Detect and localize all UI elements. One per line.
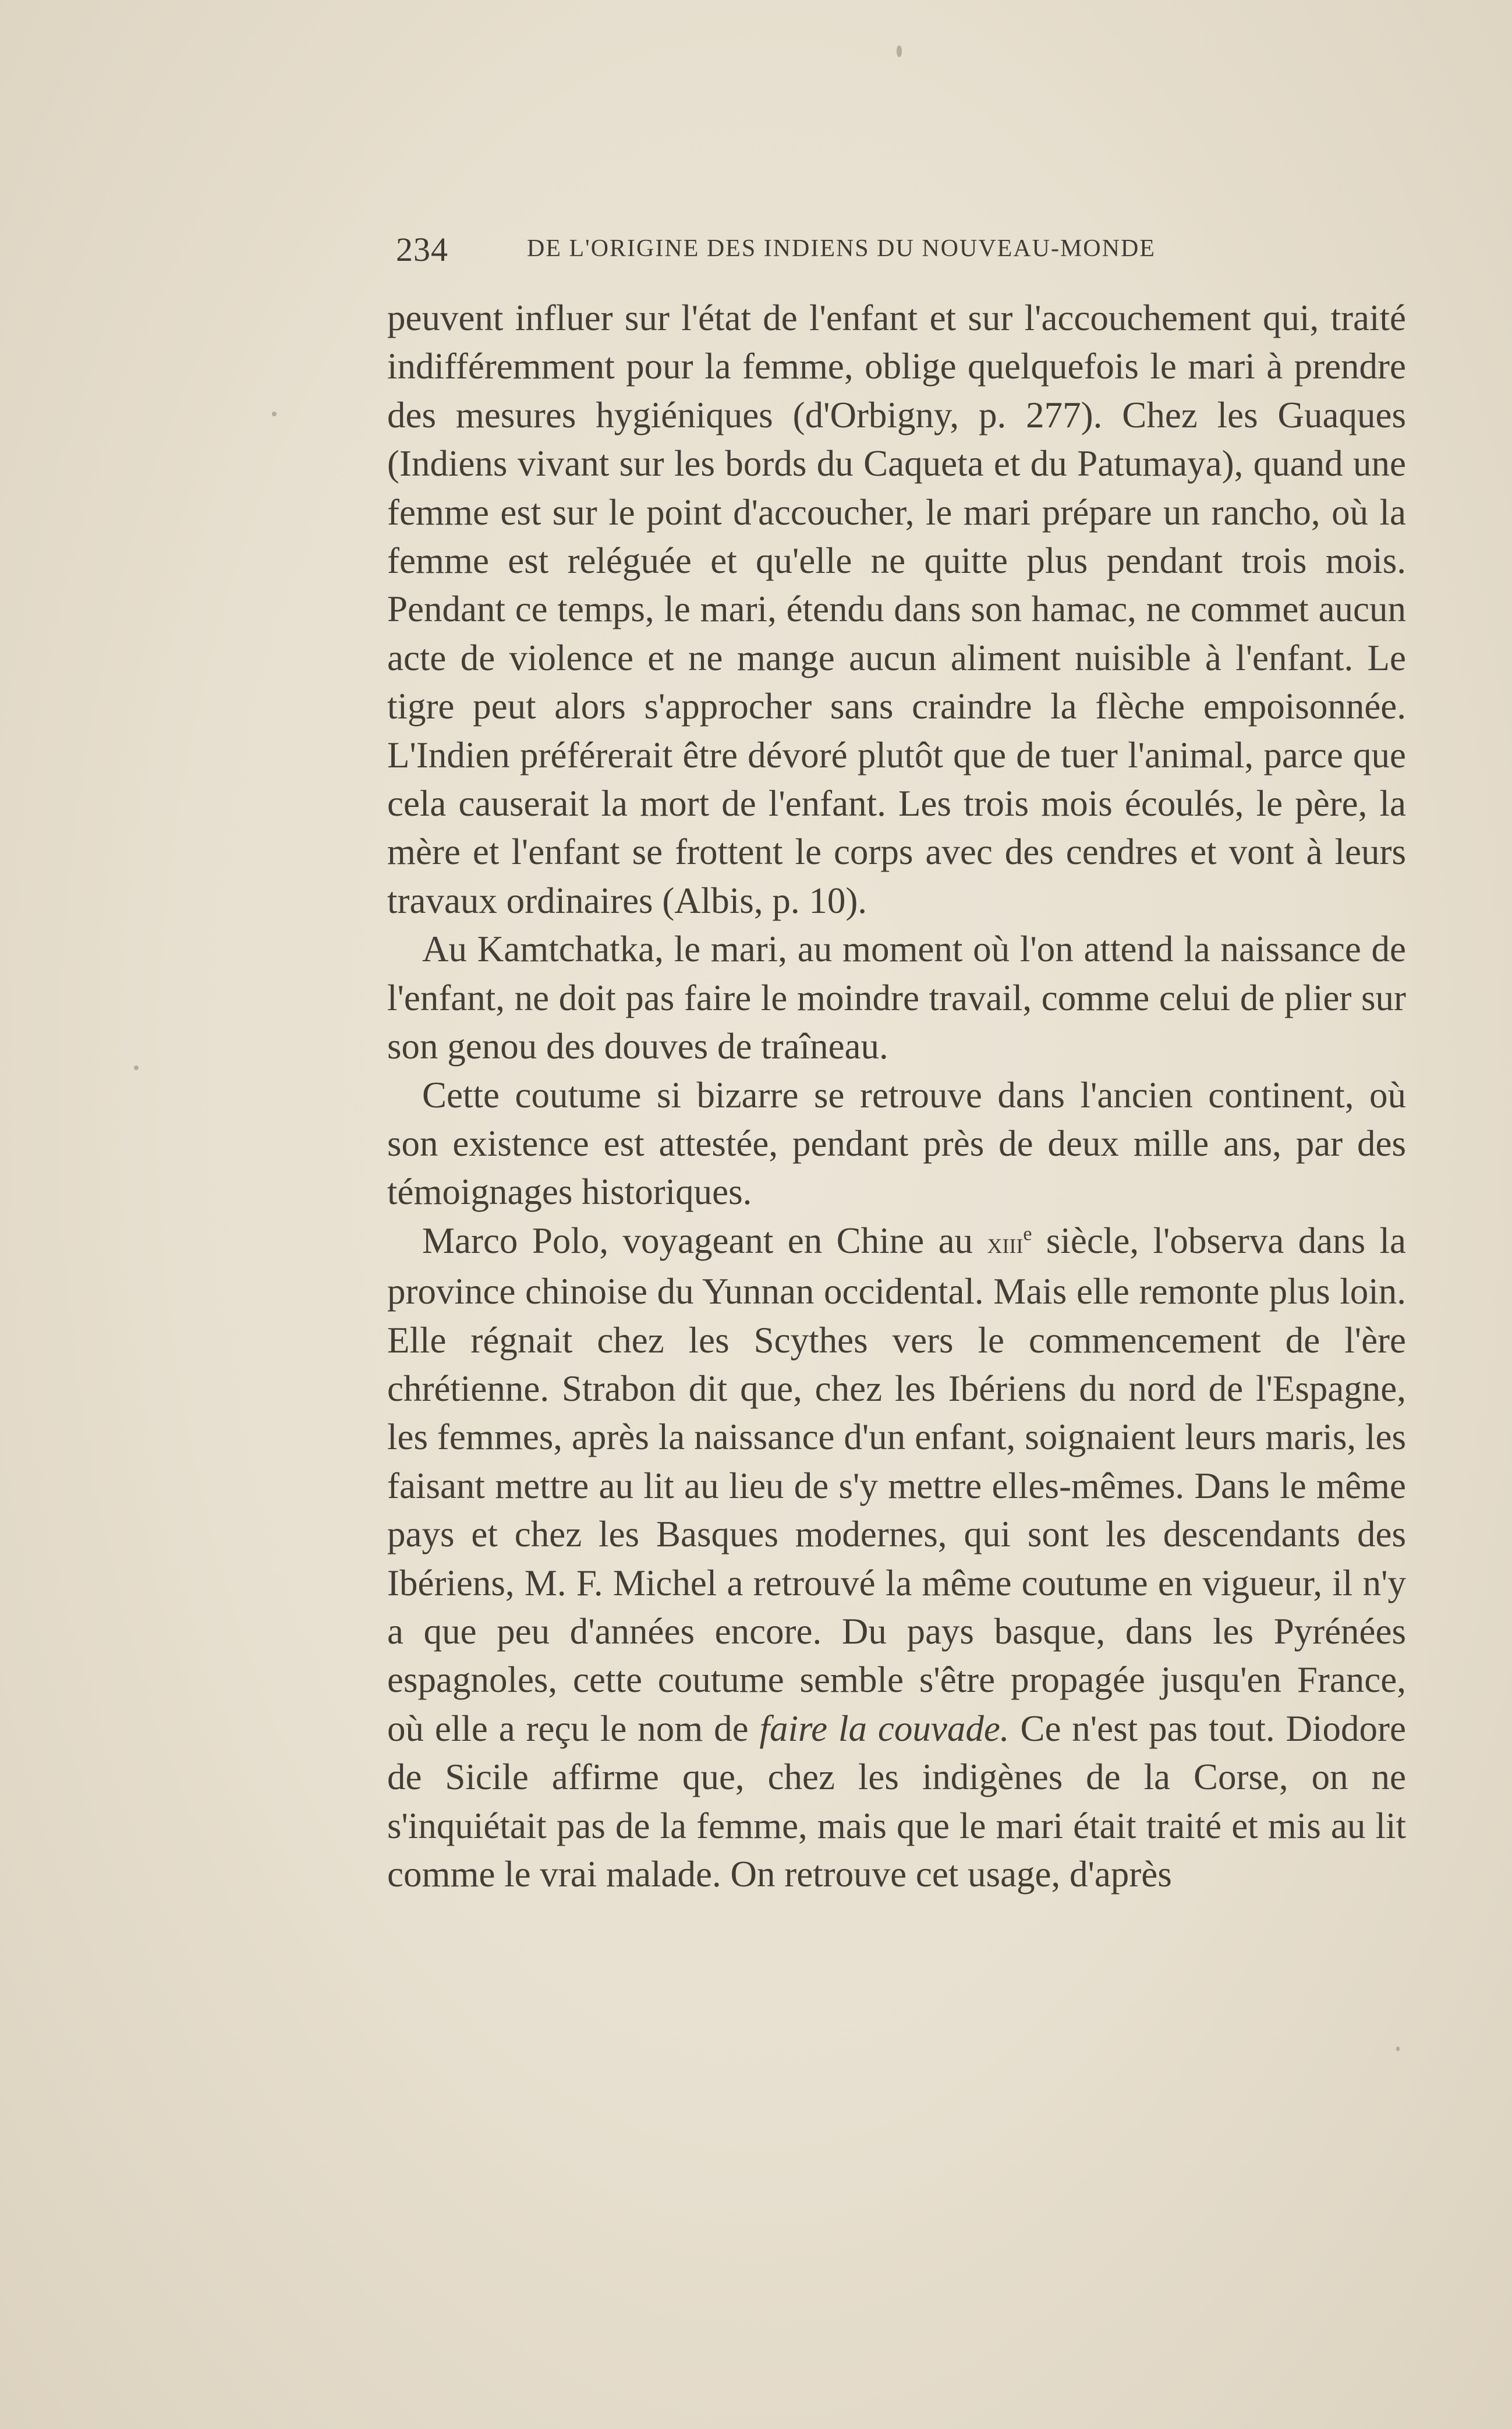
body-text [387,294,1406,1899]
paper-speck [897,45,902,57]
paragraph-4-part-2: siècle, l'observa dans la province chinoise du Yunnan occidental. Mais elle remonte plus loin. Elle régnait chez les Scythes vers le commencement de l'ère chrétienne. Strabon dit que, chez les Ibériens du nord de l'Espagne, les femmes, après la naissance d'un enfant, soignaient leurs maris, les faisant mettre au lit au lieu de s'y mettre elles-mêmes. Dans le même pays et chez les Basques modernes, qui sont les descendants des Ibériens, M. F. Michel a retrouvé la même coutume en vigueur, il n'y a que peu d'années encore. Du pays basque, dans les Pyrénées espagnoles, cette coutume semble s'être propagée jusqu'en France, où elle a reçu le nom de [387,1220,1406,1749]
italic-term: faire la couvade. [759,1708,1010,1749]
paragraph-4-part-3: Ce n'est pas tout. Diodore de Sicile affirme que, chez les indigènes de la Corse, on ne s'inquiétait pas de la femme, mais que le mari était traité et mis au lit comme le vrai malade. On retrouve cet usage, d'après [387,1708,1406,1895]
running-title: DE L'ORIGINE DES INDIENS DU NOUVEAU-MONDE [527,235,1156,262]
century-numeral: xiii [987,1226,1024,1260]
page-number: 234 [396,231,448,268]
paragraph-4-part-1: Marco Polo, voyageant en Chine au [422,1220,973,1261]
paper-speck [1396,2046,1400,2051]
paragraph-3: Cette coutume si bizarre se retrouve dans l'ancien continent, où son existence est attestée, pendant près de deux mille ans, par des témoignages historiques. [387,1074,1406,1213]
paragraph-4 [387,1217,1406,1899]
paper-speck [134,1065,139,1070]
century-superscript: e [1023,1223,1032,1245]
paragraph-1: peuvent influer sur l'état de l'enfant et sur l'accouchement qui, traité indifféremment pour la femme, oblige quelquefois le mari à prendre des mesures hygiéniques (d'Orbigny, p. 277). Chez les Guaques (Indiens vivant sur les bords du Caqueta et du Patumaya), quand une femme est sur le point d'accoucher, le mari prépare un rancho, où la femme est reléguée et qu'elle ne quitte plus pendant trois mois. Pendant ce temps, le mari, étendu dans son hamac, ne commet aucun acte de violence et ne mange aucun aliment nuisible à l'enfant. Le tigre peut alors s'approcher sans craindre la flèche empoisonnée. L'Indien préférerait être dévoré plutôt que de tuer l'animal, parce que cela causerait la mort de l'enfant. Les trois mois écoulés, le père, la mère et l'enfant se frottent le corps avec des cendres et vont à leurs travaux ordinaires (Albis, p. 10). [387,298,1406,921]
paper-speck [272,412,277,416]
paragraph-2: Au Kamtchatka, le mari, au moment où l'on attend la naissance de l'enfant, ne doit pas faire le moindre travail, comme celui de plier sur son genou des douves de traîneau. [387,929,1406,1067]
page-header [396,230,1409,271]
